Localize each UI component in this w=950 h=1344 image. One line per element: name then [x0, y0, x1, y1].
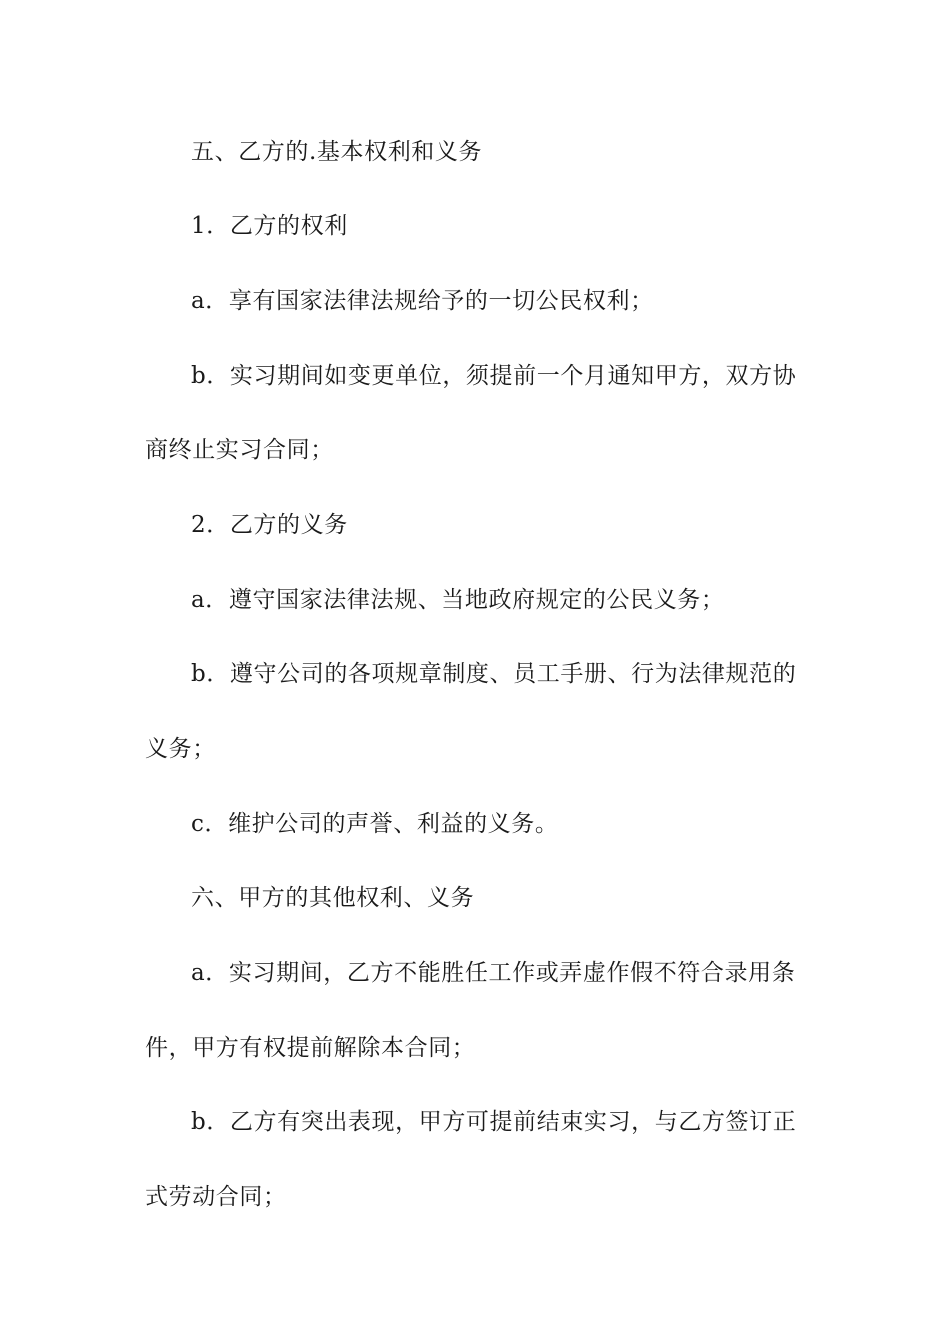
- paragraph-line: 商终止实习合同；: [145, 437, 334, 463]
- paragraph-line: 式劳动合同；: [145, 1184, 287, 1210]
- paragraph-line: b．实习期间如变更单位，须提前一个月通知甲方，双方协: [191, 363, 797, 389]
- paragraph-line: a．享有国家法律法规给予的一切公民权利；: [191, 288, 654, 314]
- paragraph-line: 义务；: [145, 736, 216, 762]
- subsection-heading-party-b-rights: 1．乙方的权利: [191, 213, 348, 239]
- paragraph-line: 件，甲方有权提前解除本合同；: [145, 1035, 476, 1061]
- paragraph-line: b．遵守公司的各项规章制度、员工手册、行为法律规范的: [191, 661, 797, 687]
- paragraph-line: a．遵守国家法律法规、当地政府规定的公民义务；: [191, 587, 725, 613]
- paragraph-line: b．乙方有突出表现，甲方可提前结束实习，与乙方签订正: [191, 1109, 797, 1135]
- paragraph-line: a．实习期间，乙方不能胜任工作或弄虚作假不符合录用条: [191, 960, 796, 986]
- section-heading-6: 六、甲方的其他权利、义务: [191, 885, 475, 911]
- paragraph-line: c．维护公司的声誉、利益的义务。: [191, 811, 559, 837]
- subsection-heading-party-b-duties: 2．乙方的义务: [191, 512, 348, 538]
- section-heading-5: 五、乙方的.基本权利和义务: [191, 139, 483, 165]
